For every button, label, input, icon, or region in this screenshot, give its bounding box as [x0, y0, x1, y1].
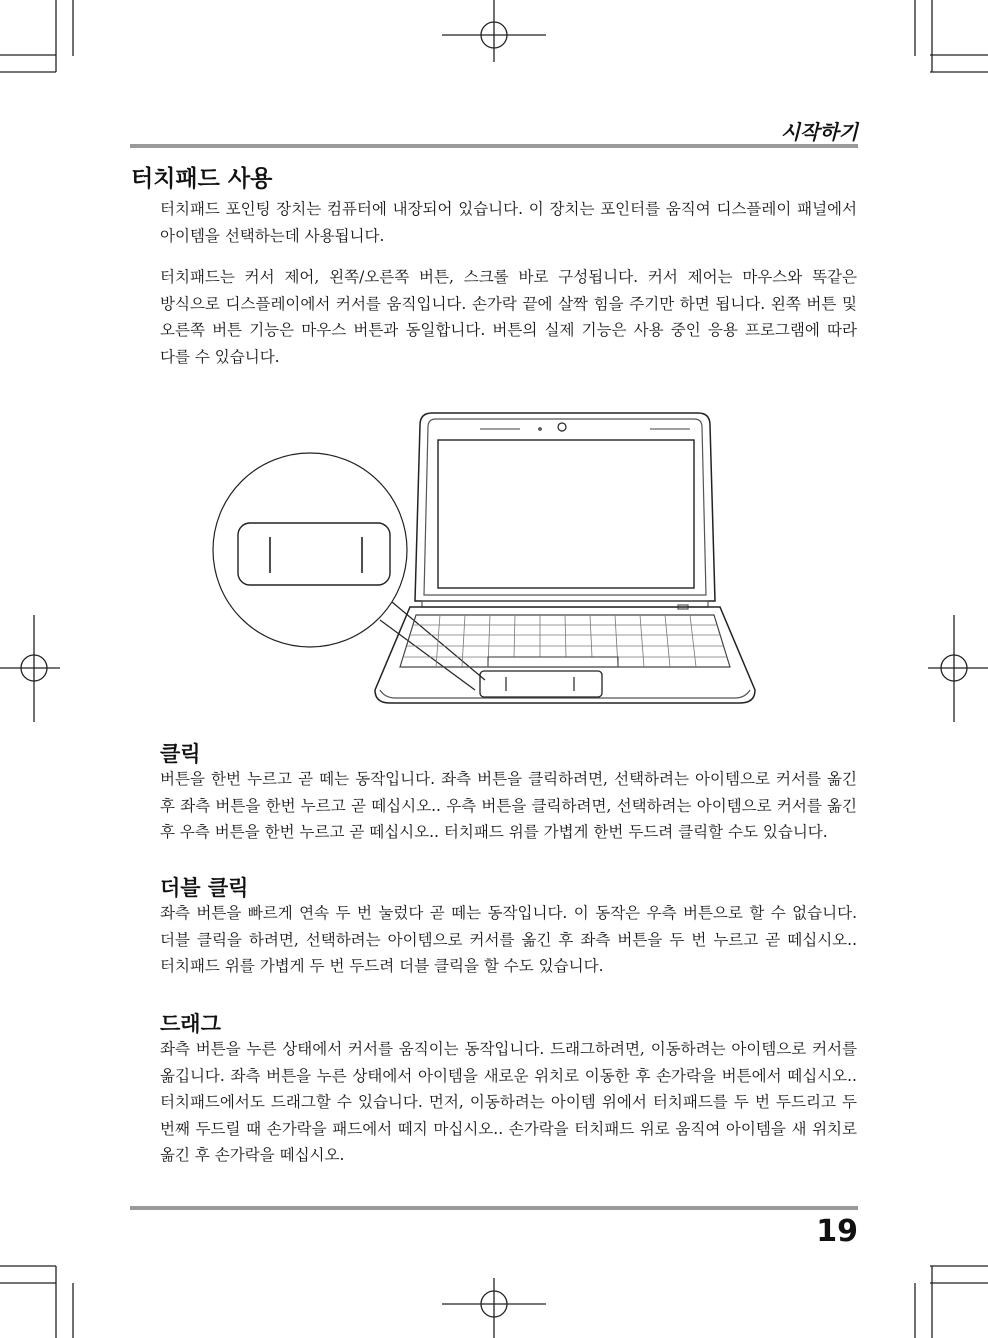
intro-paragraph-2: 터치패드는 커서 제어, 왼쪽/오른쪽 버튼, 스크롤 바로 구성됩니다. 커서 제어는 마우스와 똑같은 방식으로 디스플레이에서 커서를 움직입니다. 손가락 끝에 살짝 힘을 주기만 하면 됩니다. 왼쪽 버튼 및 오른쪽 버튼 기능은 마우스 버튼과 동일합니다. 버튼의 실제 기능은 사용 중인 응용 프로그램에 따라 다를 수 있습니다.: [160, 268, 857, 366]
double-click-heading: 더블 클릭: [160, 876, 249, 900]
laptop-screen: [438, 440, 694, 588]
chapter-title: 시작하기: [780, 120, 858, 144]
click-paragraph: 버튼을 한번 누르고 곧 떼는 동작입니다. 좌측 버튼을 클릭하려면, 선택하려는 아이템으로 커서를 옮긴 후 좌측 버튼을 한번 누르고 곧 떼십시오.. 우측 버튼을 클릭하려면, 선택하려는 아이템으로 커서를 옮긴 후 우측 버튼을 한번 누르고 곧 떼십시오.. 터치패드 위를 가볍게 한번 두드려 클릭할 수도 있습니다.: [160, 770, 857, 841]
laptop-touchpad: [480, 671, 602, 697]
page-number: 19: [816, 1214, 858, 1249]
magnifier-circle: [213, 453, 407, 647]
header-rule: [130, 144, 858, 148]
footer-rule: [130, 1206, 858, 1210]
laptop-lid: [415, 413, 715, 601]
drag-paragraph: 좌측 버튼을 누른 상태에서 커서를 움직이는 동작입니다. 드래그하려면, 이동하려는 아이템으로 커서를 옮깁니다. 좌측 버튼을 누른 상태에서 아이템을 새로운 위치로 이동한 후 손가락을 버튼에서 떼십시오.. 터치패드에서도 드래그할 수 있습니다. 먼저, 이동하려는 아이템 위에서 터치패드를 두 번 두드리고 두 번째 두드릴 때 손가락을 패드에서 떼지 마십시오.. 손가락을 터치패드 위로 움직여 아이템을 새 위치로 옮긴 후 손가락을 떼십시오.: [160, 1040, 857, 1164]
section-title: 터치패드 사용: [131, 166, 273, 192]
laptop-touchpad-illustration: [210, 405, 770, 715]
click-heading: 클릭: [160, 742, 201, 766]
drag-heading: 드래그: [160, 1012, 221, 1036]
double-click-paragraph: 좌측 버튼을 빠르게 연속 두 번 눌렀다 곧 떼는 동작입니다. 이 동작은 우측 버튼으로 할 수 없습니다. 더블 클릭을 하려면, 선택하려는 아이템으로 커서를 옮긴 후 좌측 버튼을 두 번 누르고 곧 떼십시오.. 터치패드 위를 가볍게 두 번 두드려 더블 클릭을 할 수도 있습니다.: [160, 904, 857, 975]
intro-paragraph-1: 터치패드 포인팅 장치는 컴퓨터에 내장되어 있습니다. 이 장치는 포인터를 움직여 디스플레이 패널에서 아이템을 선택하는데 사용됩니다.: [160, 200, 857, 245]
